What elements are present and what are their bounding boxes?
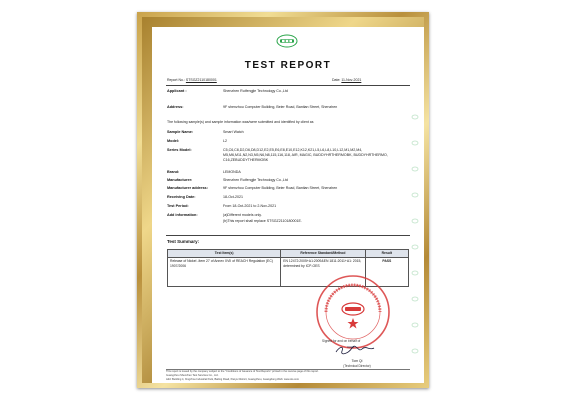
summary-divider xyxy=(166,235,410,236)
manufacturer-value: Shenzhen Ruifengjie Technology Co.,Ltd xyxy=(223,178,288,182)
footer-address: Add: Building 4, Xingzhou Industrial Park, Bailing Road, Panyu District, Guangzhou, Guangdong Web: www.sts.com xyxy=(166,378,300,381)
brand-label: Brand: xyxy=(167,170,180,174)
report-date: Date: 11-Nov-2021 xyxy=(332,78,362,82)
column-header-test-items: Test Item(s) xyxy=(168,250,281,258)
add-information-line-1: (a)Different models only. xyxy=(223,213,262,217)
manufacturer-address-value: 9F shenzhou Computer Building, Beier Road, Bantian Street, Shenzhen xyxy=(223,186,338,190)
applicant-label: Applicant : xyxy=(167,89,187,93)
report-number: Report No.: STSGZ2110180001 xyxy=(167,78,217,82)
result-cell: PASS xyxy=(365,258,408,287)
signer-name: Tom Qi xyxy=(351,359,363,363)
column-header-result: Result xyxy=(365,250,408,258)
reference-method-cell: EN 12472:2005+A1:2009&EN 1811:2011+A1: 2015, determined by ICP-OES xyxy=(281,258,365,287)
header-divider xyxy=(166,85,410,86)
model-value: L2 xyxy=(223,139,227,143)
series-model-value: C5,C6,C8,D2,D6,D8,D12,E2,E5,E6,E8,E10,E12,K12,K21,L5,L6,L8,L10,L12,M1,M2,M4, M5,M6,M11,N2,N3,N5,N6,N8,115,116,118, AIR, MAGIC, BUDDYHRTHERMOBK, BUDDYHRTHERMO, C16,ZEBUDDYTHERMOBK xyxy=(223,148,388,162)
address-value: 9F shenzhou Computer Building, Beier Road, Bantian Street, Shenzhen xyxy=(223,105,338,109)
address-label: Address: xyxy=(167,105,184,109)
frame-inner-border xyxy=(142,17,424,383)
column-header-reference: Reference Standard/Method xyxy=(281,250,365,258)
handwritten-signature xyxy=(332,345,378,355)
footer-company-name: Guangzhou Shenzhen Test Services Co., Ltd. xyxy=(166,374,219,377)
side-logo-watermark xyxy=(411,107,419,367)
manufacturer-label: Manufacturer: xyxy=(167,178,193,182)
test-period-value: From 18-Oct-2021 to 2-Nov-2021 xyxy=(223,204,277,208)
sts-logo-icon xyxy=(276,34,298,48)
intro-text: The following sample(s) and sample information was/were submitted and identified by client as xyxy=(167,120,314,124)
signed-for-label: Signed for and on behalf of xyxy=(322,339,361,343)
footer-conditions-text: This report is issued by the company subject to the "Conditions of Issuance of Test Reports" printed in the reverse page of this report. xyxy=(166,370,319,373)
applicant-value: Shenzhen Ruifengjie Technology Co.,Ltd xyxy=(223,89,288,93)
add-information-line-2: (b)This report shall replace STSGZ2110180001E. xyxy=(223,219,302,223)
test-summary-title: Test Summary: xyxy=(167,239,200,244)
certificate-frame xyxy=(137,12,429,388)
receiving-date-label: Receiving Date: xyxy=(167,195,196,199)
receiving-date-value: 18-Oct-2021 xyxy=(223,195,243,199)
test-period-label: Test Period: xyxy=(167,204,189,208)
manufacturer-address-label: Manufacturer address: xyxy=(167,186,208,190)
page-title: TEST REPORT xyxy=(244,60,332,71)
model-label: Model: xyxy=(167,139,180,143)
sample-name-value: Smart Watch xyxy=(223,130,244,134)
sample-name-label: Sample Name: xyxy=(167,130,194,134)
test-item-cell: Release of Nickel -Item 27 of Annex XVII of REACH Regulation (EC) 1907/2006 xyxy=(168,258,281,287)
series-model-label: Series Model: xyxy=(167,148,192,152)
add-information-label: Add information: xyxy=(167,213,198,217)
table-header-row xyxy=(168,250,409,258)
brand-value: LEMONDA xyxy=(223,170,241,174)
report-page xyxy=(152,27,424,383)
signer-title: (Technical Director) xyxy=(343,364,371,368)
